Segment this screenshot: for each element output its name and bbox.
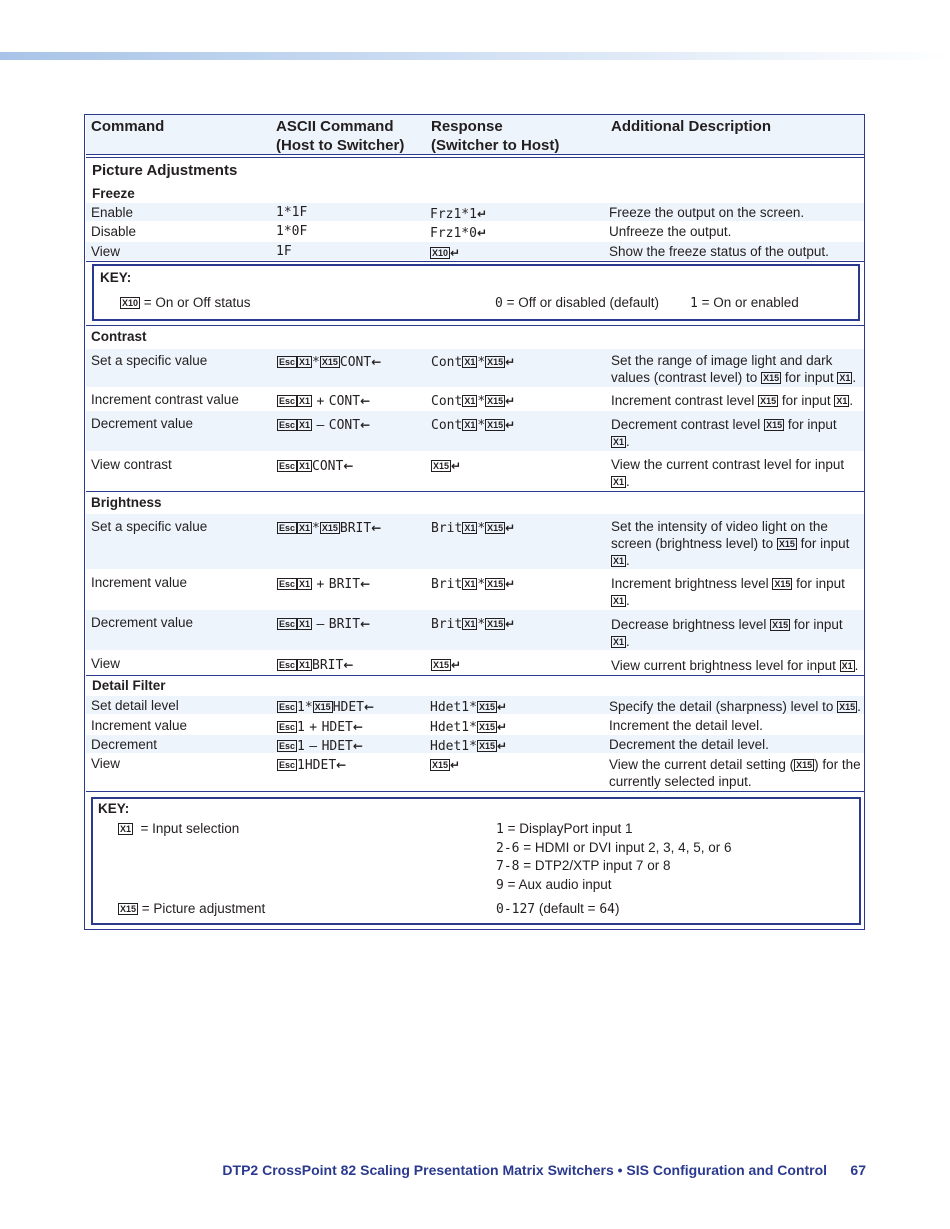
key2-opt-4 — [496, 876, 612, 894]
freeze-key-box — [92, 264, 860, 321]
plus: + — [316, 577, 325, 592]
detail-inc-response — [430, 718, 507, 736]
key-off-text: = Off or disabled (default) — [506, 295, 660, 310]
enter-icon: ↵ — [505, 394, 516, 408]
header-description: Additional Description — [611, 118, 772, 135]
x15-variable: X15 — [839, 702, 856, 712]
x15-variable: X15 — [314, 702, 331, 712]
contrast-set-desc-2: values (contrast level) to X15 for input X1 . — [611, 370, 857, 385]
minus: – — [309, 739, 318, 754]
enter-icon: ↵ — [496, 720, 508, 734]
brightness-set-desc-3: X1 . — [613, 553, 630, 568]
esc-key-icon: Esc — [279, 741, 296, 751]
x15-variable: X15 — [778, 539, 795, 549]
enter-arrow-icon: ← — [360, 577, 371, 591]
enter-icon: ↵ — [451, 459, 462, 473]
esc-key-icon: Esc — [279, 722, 296, 732]
x1-variable: X1 — [464, 420, 476, 430]
contrast-inc-cmd: Increment contrast value — [91, 392, 239, 407]
star: * — [477, 418, 486, 433]
detail-dec-cmd: Decrement — [91, 737, 158, 752]
freeze-view-desc: Show the freeze status of the output. — [609, 244, 829, 259]
enter-arrow-icon: ← — [352, 739, 363, 753]
enter-icon: ↵ — [451, 658, 462, 672]
brightness-title: Brightness — [91, 495, 162, 510]
detail-dec-ascii — [277, 737, 363, 755]
x1-variable: X1 — [299, 660, 311, 670]
esc-key-icon: Esc — [279, 396, 296, 406]
response-keyword: Brit — [431, 577, 463, 592]
enter-arrow-icon: ← — [343, 658, 354, 672]
brightness-view-ascii — [277, 656, 353, 674]
enter-icon: ↵ — [505, 521, 516, 535]
page-footer — [0, 1162, 866, 1178]
response-keyword: Brit — [431, 521, 463, 536]
response-keyword: Hdet1* — [430, 739, 477, 754]
brightness-dec-cmd: Decrement value — [91, 615, 194, 630]
response-keyword: Hdet1* — [430, 700, 477, 715]
x1-variable: X1 — [464, 357, 476, 367]
command-keyword: CONT — [328, 418, 361, 433]
enter-icon: ↵ — [505, 617, 516, 631]
command-keyword: CONT — [312, 459, 344, 474]
desc-text: for input — [787, 417, 837, 432]
x1-variable: X1 — [613, 477, 625, 487]
key-on — [690, 294, 799, 312]
contrast-view-ascii — [277, 457, 353, 475]
detail-view-cmd: View — [91, 756, 121, 771]
desc-text: for input — [781, 393, 831, 408]
freeze-enable-ascii: 1*1F — [276, 205, 308, 220]
command-keyword: CONT — [339, 355, 372, 370]
enter-icon: ↵ — [476, 207, 488, 221]
divider — [86, 154, 864, 155]
esc-key-icon: Esc — [279, 579, 296, 589]
option-code: 2-6 — [496, 841, 520, 856]
desc-text: Decrement contrast level — [611, 417, 761, 432]
brightness-set-cmd: Set a specific value — [91, 519, 208, 534]
detail-view-response — [430, 756, 460, 774]
contrast-set-ascii — [277, 353, 381, 371]
response-text: Frz1*1 — [430, 207, 477, 222]
contrast-view-cmd: View contrast — [91, 457, 172, 472]
esc-key-icon: Esc — [279, 660, 296, 670]
esc-key-icon: Esc — [279, 461, 296, 471]
x15-variable: X15 — [487, 523, 504, 533]
option-text: = DisplayPort input 1 — [507, 821, 633, 836]
contrast-inc-response — [431, 392, 515, 410]
response-text: Frz1*0 — [430, 226, 477, 241]
esc-key-icon: Esc — [279, 702, 296, 712]
x15-variable: X15 — [433, 461, 450, 471]
command-keyword: BRIT — [328, 617, 361, 632]
key2-range — [496, 900, 620, 918]
header-command: Command — [91, 118, 165, 135]
brightness-dec-desc-2: X1 . — [613, 634, 630, 649]
command-keyword: BRIT — [328, 577, 361, 592]
desc-text: Decrease brightness level — [611, 617, 767, 632]
header-ascii-sub: (Host to Switcher) — [276, 137, 405, 154]
ascii-prefix: 1* — [297, 700, 313, 715]
x15-variable: X15 — [796, 760, 813, 770]
contrast-set-response — [431, 353, 515, 371]
ascii-prefix: 1 — [297, 739, 305, 754]
default-value: 64 — [599, 902, 615, 917]
desc-text: Increment contrast level — [611, 393, 755, 408]
star: * — [477, 577, 486, 592]
x1-variable: X1 — [613, 637, 625, 647]
option-code: 9 — [496, 878, 504, 893]
x1-variable: X1 — [841, 661, 853, 671]
command-keyword: CONT — [328, 394, 361, 409]
star: * — [477, 521, 486, 536]
x15-variable: X15 — [432, 760, 449, 770]
divider — [86, 791, 864, 792]
key-off — [495, 294, 659, 312]
key2-opt-1 — [496, 820, 633, 838]
response-keyword: Cont — [431, 355, 463, 370]
x1-variable: X1 — [299, 461, 311, 471]
x1-variable: X1 — [299, 579, 311, 589]
detail-set-response — [430, 698, 507, 716]
freeze-disable-ascii: 1*0F — [276, 224, 308, 239]
x15-variable: X15 — [772, 620, 789, 630]
enter-icon: ↵ — [496, 739, 508, 753]
desc-text: Specify the detail (sharpness) level to — [609, 699, 834, 714]
desc-text: View current brightness level for input — [611, 658, 836, 673]
x15-variable: X15 — [478, 702, 495, 712]
response-keyword: Cont — [431, 418, 463, 433]
x15-variable: X15 — [487, 619, 504, 629]
desc-text: for input — [800, 536, 850, 551]
x1-variable: X1 — [613, 596, 625, 606]
enter-icon: ↵ — [505, 355, 516, 369]
brightness-view-desc: View current brightness level for input X1 . — [611, 658, 859, 673]
x1-variable: X1 — [464, 579, 476, 589]
header-ascii: ASCII Command — [276, 118, 394, 135]
detail-view-desc-2: currently selected input. — [609, 774, 752, 789]
x1-variable: X1 — [613, 437, 625, 447]
x1-variable: X1 — [464, 396, 476, 406]
enter-arrow-icon: ← — [364, 700, 375, 714]
x15-variable: X15 — [321, 523, 338, 533]
command-keyword: HDET — [321, 739, 353, 754]
divider — [86, 675, 864, 676]
desc-text: Increment brightness level — [611, 576, 769, 591]
freeze-view-ascii: 1F — [276, 244, 292, 259]
star: * — [477, 394, 486, 409]
detail-dec-response — [430, 737, 507, 755]
freeze-title: Freeze — [92, 186, 135, 201]
brightness-inc-response — [431, 575, 515, 593]
brightness-set-response — [431, 519, 515, 537]
enter-icon: ↵ — [496, 700, 508, 714]
desc-text: screen (brightness level) to — [611, 536, 774, 551]
x10-variable: X10 — [122, 298, 139, 308]
star: * — [477, 617, 486, 632]
command-keyword: HDET — [321, 720, 353, 735]
contrast-title: Contrast — [91, 329, 147, 344]
brightness-set-desc-2 — [611, 535, 849, 552]
esc-key-icon: Esc — [279, 357, 296, 367]
x1-variable: X1 — [299, 396, 311, 406]
desc-text: ) for the — [814, 757, 861, 772]
divider — [86, 261, 864, 262]
desc-text: values (contrast level) to — [611, 370, 758, 385]
enter-arrow-icon: ← — [360, 394, 371, 408]
x15-variable: X15 — [487, 396, 504, 406]
brightness-dec-response — [431, 615, 515, 633]
divider — [86, 157, 864, 158]
x1-variable: X1 — [464, 523, 476, 533]
contrast-inc-desc: Increment contrast level X15 for input X1 . — [611, 393, 854, 408]
x15-variable: X15 — [120, 904, 137, 914]
response-keyword: Brit — [431, 617, 463, 632]
detail-dec-desc: Decrement the detail level. — [609, 737, 769, 752]
x15-variable: X15 — [774, 579, 791, 589]
contrast-dec-response — [431, 416, 515, 434]
freeze-enable-desc: Freeze the output on the screen. — [609, 205, 805, 220]
key2-x15-text: = Picture adjustment — [141, 901, 266, 916]
key-title: KEY: — [100, 270, 132, 285]
enter-arrow-icon: ← — [371, 355, 382, 369]
x15-variable: X15 — [478, 741, 495, 751]
response-keyword: Cont — [431, 394, 463, 409]
minus: – — [316, 617, 325, 632]
freeze-disable-response — [430, 224, 487, 242]
enter-icon: ↵ — [505, 577, 516, 591]
command-keyword: BRIT — [312, 658, 344, 673]
default-close: ) — [615, 901, 620, 916]
brightness-dec-ascii — [277, 615, 370, 633]
ascii-prefix: 1 — [297, 758, 305, 773]
key-off-code: 0 — [495, 296, 503, 311]
x1-variable: X1 — [299, 619, 311, 629]
desc-text: View the current detail setting ( — [609, 757, 795, 772]
command-keyword: HDET — [332, 700, 364, 715]
contrast-inc-ascii — [277, 392, 370, 410]
contrast-dec-cmd: Decrement value — [91, 416, 194, 431]
freeze-enable-response — [430, 205, 487, 223]
x15-variable: X15 — [760, 396, 777, 406]
esc-key-icon: Esc — [279, 619, 296, 629]
option-text: = DTP2/XTP input 7 or 8 — [523, 858, 671, 873]
detail-inc-cmd: Increment value — [91, 718, 188, 733]
option-text: = HDMI or DVI input 2, 3, 4, 5, or 6 — [523, 840, 732, 855]
enter-arrow-icon: ← — [343, 459, 354, 473]
x1-variable: X1 — [839, 373, 851, 383]
key2-title: KEY: — [98, 801, 130, 816]
contrast-dec-ascii — [277, 416, 370, 434]
response-keyword: Hdet1* — [430, 720, 477, 735]
x10-variable: X10 — [432, 248, 449, 258]
enter-icon: ↵ — [450, 758, 461, 772]
x15-variable: X15 — [478, 722, 495, 732]
desc-text: for input — [793, 617, 843, 632]
divider — [86, 491, 864, 492]
enter-arrow-icon: ← — [371, 521, 382, 535]
key2-opt-2 — [496, 839, 731, 857]
enter-arrow-icon: ← — [352, 720, 363, 734]
header-response: Response — [431, 118, 503, 135]
enter-icon: ↵ — [505, 418, 516, 432]
enter-arrow-icon: ← — [360, 418, 371, 432]
esc-key-icon: Esc — [279, 760, 296, 770]
x15-variable: X15 — [433, 660, 450, 670]
freeze-disable-desc: Unfreeze the output. — [609, 224, 732, 239]
key-on-code: 1 — [690, 296, 698, 311]
desc-text: for input — [784, 370, 834, 385]
contrast-set-desc-1: Set the range of image light and dark — [611, 353, 833, 368]
key-x10 — [120, 294, 250, 311]
option-text: = Aux audio input — [507, 877, 612, 892]
enter-arrow-icon: ← — [360, 617, 371, 631]
star: * — [312, 521, 320, 536]
key2-x1-text: = Input selection — [140, 821, 240, 836]
x1-variable: X1 — [299, 523, 311, 533]
ascii-prefix: 1 — [297, 720, 305, 735]
brightness-set-desc-1: Set the intensity of video light on the — [611, 519, 828, 534]
esc-key-icon: Esc — [279, 420, 296, 430]
freeze-view-cmd: View — [91, 244, 121, 259]
freeze-disable-cmd: Disable — [91, 224, 137, 239]
brightness-inc-ascii — [277, 575, 370, 593]
option-code: 1 — [496, 822, 504, 837]
command-keyword: HDET — [304, 758, 337, 773]
contrast-view-desc-2: X1 . — [613, 474, 630, 489]
freeze-view-response — [430, 244, 460, 262]
top-accent-bar — [0, 52, 950, 60]
default-text: (default = — [538, 901, 596, 916]
brightness-set-ascii — [277, 519, 381, 537]
x15-variable: X15 — [763, 373, 780, 383]
brightness-inc-desc-1 — [611, 575, 845, 592]
star: * — [477, 355, 486, 370]
page-number: 67 — [850, 1162, 866, 1178]
minus: – — [316, 418, 325, 433]
detail-view-desc-1 — [609, 756, 861, 773]
key2-x1 — [118, 820, 239, 837]
x1-variable: X1 — [299, 357, 311, 367]
contrast-set-cmd: Set a specific value — [91, 353, 208, 368]
detail-title: Detail Filter — [92, 678, 166, 693]
contrast-view-response — [431, 457, 461, 475]
contrast-dec-desc-1 — [611, 416, 837, 433]
x15-variable: X15 — [487, 420, 504, 430]
freeze-enable-cmd: Enable — [91, 205, 134, 220]
plus: + — [309, 720, 318, 735]
contrast-view-desc-1: View the current contrast level for input — [611, 457, 845, 472]
brightness-inc-desc-2: X1 . — [613, 593, 630, 608]
option-code: 7-8 — [496, 859, 520, 874]
enter-icon: ↵ — [476, 226, 488, 240]
detail-inc-desc: Increment the detail level. — [609, 718, 763, 733]
desc-text: for input — [796, 576, 845, 591]
header-response-sub: (Switcher to Host) — [431, 137, 560, 154]
divider — [86, 325, 864, 326]
enter-arrow-icon: ← — [336, 758, 347, 772]
detail-set-cmd: Set detail level — [91, 698, 179, 713]
brightness-view-cmd: View — [91, 656, 121, 671]
x15-variable: X15 — [766, 420, 783, 430]
x1-variable: X1 — [613, 556, 625, 566]
detail-inc-ascii — [277, 718, 363, 736]
key-x10-text: = On or Off status — [143, 295, 251, 310]
detail-set-desc: Specify the detail (sharpness) level to X15 . — [609, 699, 861, 714]
x15-variable: X15 — [487, 579, 504, 589]
plus: + — [316, 394, 325, 409]
key2-x15 — [118, 900, 265, 917]
brightness-inc-cmd: Increment value — [91, 575, 188, 590]
brightness-dec-desc-1 — [611, 616, 843, 633]
enter-icon: ↵ — [450, 246, 461, 260]
x1-variable: X1 — [464, 619, 476, 629]
detail-view-ascii — [277, 756, 346, 774]
contrast-dec-desc-2: X1 . — [613, 434, 630, 449]
x15-variable: X15 — [487, 357, 504, 367]
key-on-text: = On or enabled — [701, 295, 799, 310]
section-title: Picture Adjustments — [92, 162, 238, 179]
command-keyword: BRIT — [339, 521, 372, 536]
esc-key-icon: Esc — [279, 523, 296, 533]
x15-variable: X15 — [321, 357, 338, 367]
x1-variable: X1 — [299, 420, 311, 430]
x1-variable: X1 — [836, 396, 848, 406]
star: * — [312, 355, 320, 370]
key2-opt-3 — [496, 857, 670, 875]
footer-title: DTP2 CrossPoint 82 Scaling Presentation Matrix Switchers • SIS Configuration and Control — [222, 1162, 828, 1178]
brightness-view-response — [431, 656, 461, 674]
range-code: 0-127 — [496, 902, 536, 917]
x1-variable: X1 — [120, 824, 132, 834]
detail-set-ascii — [277, 698, 374, 716]
